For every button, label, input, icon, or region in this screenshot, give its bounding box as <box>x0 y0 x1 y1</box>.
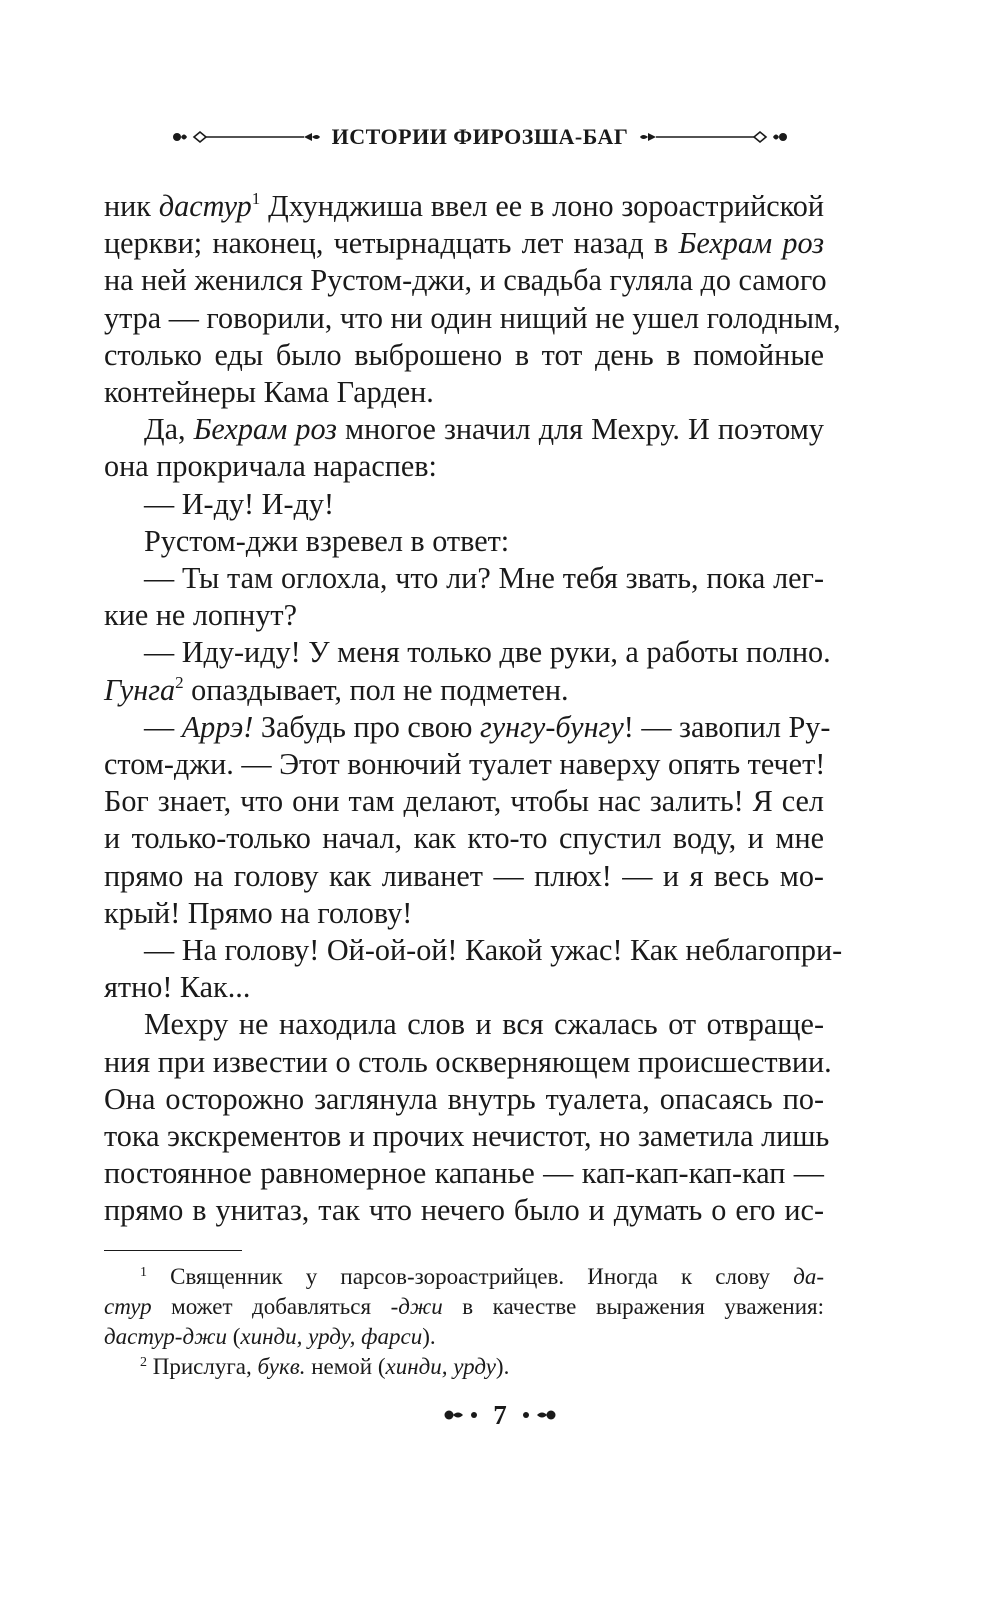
paragraph-3 <box>104 486 824 523</box>
text-line: она прокричала нараспев: <box>104 449 437 484</box>
text-run: Забудь про свою <box>253 709 480 744</box>
running-header <box>170 122 790 152</box>
text-line: ния при известии о столь оскверняющем происшествии. <box>104 1044 832 1079</box>
footnote-line <box>104 1322 824 1352</box>
footnote-divider <box>104 1250 242 1251</box>
text-line: прямо в унитаз, так что нечего было и думать о его ис- <box>104 1193 824 1228</box>
page-folio <box>410 1398 590 1432</box>
text-line: — На голову! Ой-ой-ой! Какой ужас! Как неблагопри- <box>144 933 843 968</box>
text-run: ). <box>495 1354 510 1379</box>
text-run: Дхунджиша ввел ее в лоно зороастрийской <box>260 189 825 223</box>
italic-term: Бехрам роз <box>193 412 337 447</box>
footnote-ref-2[interactable]: 2 <box>175 672 184 692</box>
text-line <box>104 672 824 709</box>
text-run: ! — завопил Ру- <box>623 709 831 744</box>
text-run: многое значил для Мехру. И поэтому <box>336 412 824 447</box>
body-text <box>104 188 843 1230</box>
paragraph-7 <box>104 709 831 932</box>
paragraph-4 <box>104 523 824 560</box>
text-line: Рустом-джи взревел в ответ: <box>144 523 510 558</box>
text-line <box>104 709 831 746</box>
text-run: немой ( <box>305 1354 386 1379</box>
text-run: церкви; наконец, четырнадцать лет назад в <box>104 226 679 261</box>
footnote-line <box>104 1262 824 1292</box>
text-line: на ней женился Рустом-джи, и свадьба гуляла до самого <box>104 263 827 298</box>
paragraph-5 <box>104 560 824 634</box>
text-line: и только-только начал, как кто-то спустил воду, и мне <box>104 821 824 856</box>
text-line: прямо на голову как ливанет — плюх! — и я весь мо- <box>104 858 824 893</box>
text-line: крый! Прямо на голову! <box>104 895 413 930</box>
paragraph-9 <box>104 1006 832 1229</box>
text-line <box>104 188 824 225</box>
text-line: тока экскрементов и прочих нечистот, но заметила лишь <box>104 1119 830 1154</box>
footnote-number: 2 <box>140 1355 147 1370</box>
text-line: контейнеры Кама Гарден. <box>104 375 434 410</box>
italic-term: Гунга <box>104 672 176 707</box>
text-line: — Ты там оглохла, что ли? Мне тебя звать, пока лег- <box>144 561 824 596</box>
text-line: столько еды было выброшено в тот день в помойные <box>104 337 824 372</box>
paragraph-2 <box>104 411 824 485</box>
text-line <box>104 411 824 448</box>
footnote-ref-1[interactable]: 1 <box>251 189 261 208</box>
text-line: кие не лопнут? <box>104 598 298 633</box>
italic-term: гунгу-бунгу <box>480 709 624 744</box>
italic-term: стур <box>104 1294 152 1319</box>
text-run: ( <box>226 1324 241 1349</box>
header-title: ИСТОРИИ ФИРОЗША-БАГ <box>331 124 629 149</box>
text-line: Мехру не находила слов и вся сжалась от отвраще- <box>144 1007 824 1042</box>
italic-term: букв. <box>257 1354 306 1379</box>
footnote-1 <box>104 1262 824 1352</box>
italic-term: хинди, урду <box>385 1354 496 1379</box>
footnote-line <box>104 1352 824 1382</box>
italic-term: Бехрам роз <box>678 226 824 261</box>
text-run: ник <box>104 189 159 223</box>
text-run: Прислуга, <box>147 1354 258 1379</box>
text-run: может добавляться <box>151 1294 391 1319</box>
italic-term: да- <box>793 1264 824 1289</box>
footnotes <box>104 1262 824 1382</box>
italic-term: Аррэ! <box>181 709 254 744</box>
paragraph-6 <box>104 634 831 708</box>
text-line: — И-ду! И-ду! <box>144 486 334 521</box>
text-run: опаздывает, пол не подметен. <box>183 672 569 707</box>
footnote-number: 1 <box>140 1265 147 1280</box>
text-line: стом-джи. — Этот вонючий туалет наверху опять течет! <box>104 747 826 782</box>
folio-ornament-right-icon <box>519 1407 557 1423</box>
paragraph-8 <box>104 932 843 1006</box>
italic-term: хинди, урду, фарси <box>240 1324 423 1349</box>
footnote-2 <box>104 1352 824 1382</box>
folio-ornament-left-icon <box>443 1407 481 1423</box>
text-line: утра — говорили, что ни один нищий не ушел голодным, <box>104 300 841 335</box>
text-line <box>104 225 824 262</box>
italic-term: -джи <box>390 1294 443 1319</box>
text-run: ). <box>422 1324 436 1349</box>
header-ornament-left-icon <box>172 127 322 147</box>
text-line: Она осторожно заглянула внутрь туалета, опасаясь по- <box>104 1081 824 1116</box>
text-line: постоянное равномерное капанье — кап-кап-кап-кап — <box>104 1156 824 1191</box>
text-line: — Иду-иду! У меня только две руки, а работы полно. <box>144 635 831 670</box>
italic-term: дастур-джи <box>104 1324 227 1349</box>
paragraph-1 <box>104 188 841 411</box>
text-run: Да, <box>144 412 194 447</box>
footnote-line <box>104 1292 824 1322</box>
header-ornament-right-icon <box>638 127 788 147</box>
text-line: ятно! Как... <box>104 970 251 1005</box>
italic-term: дастур <box>158 189 252 223</box>
text-line: Бог знает, что они там делают, чтобы нас залить! Я сел <box>104 784 824 819</box>
text-run: Священник у парсов-зороастрийцев. Иногда к слову <box>147 1264 794 1289</box>
text-run: — <box>144 709 182 744</box>
page-number: 7 <box>493 1399 507 1430</box>
text-run: в качестве выражения уважения: <box>442 1294 824 1319</box>
